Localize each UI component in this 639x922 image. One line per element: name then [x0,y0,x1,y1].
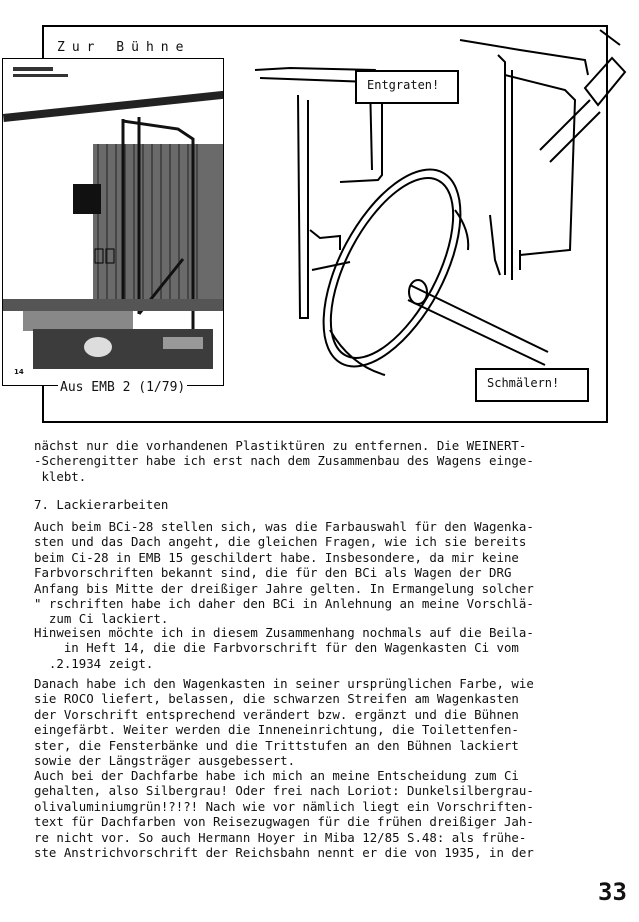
body-paragraph: Danach habe ich den Wagenkasten in seiner ursprünglichen Farbe, wie sie ROCO liefert, belassen, die schwarzen Streifen am Wagenkasten der Vorschrift entsprechend verändert bzw. ergänzt und die Bühnen eingefärbt. Weiter werden die Inneneinrichtung, die Toilettenfen- ster, die Fensterbänke und die Trittstufen an den Bühnen lackiert sowie der Längsträger ausgebessert. [34,676,534,769]
body-paragraph: nächst nur die vorhandenen Plastiktüren zu entfernen. Die WEINERT- -Scherengitter habe ich erst nach dem Zusammenbau des Wagens einge- klebt. [34,438,534,484]
embedded-photo [2,58,224,386]
page-number: 33 [598,878,627,906]
body-paragraph: Hinweisen möchte ich in diesem Zusammenhang nochmals auf die Beila- in Heft 14, die die Farbvorschrift für den Wagenkasten Ci vom .2.1934 zeigt. [34,625,534,671]
photo-page-number: 14 [14,368,24,376]
callout-deburr: Entgraten! [355,70,459,104]
figure-title: Zur Bühne [57,40,191,55]
wagon-platform-photo [3,59,224,386]
body-paragraph: Auch beim BCi-28 stellen sich, was die Farbauswahl für den Wagenka- sten und das Dach angeht, die gleichen Fragen, wie ich sie bereits beim Ci-28 in EMB 15 geschildert habe. Insbesondere, da mir keine Farbvorschriften bekannt sind, die für den BCi als Wagen der DRG Anfang bis Mitte der dreißiger Jahre gelten. In Ermangelung solcher " rschriften habe ich daher den BCi in Anlehnung an meine Vorschlä- zum Ci lackiert. [34,519,534,627]
figure-caption: Aus EMB 2 (1/79) [60,380,186,395]
section-heading: 7. Lackierarbeiten [34,497,169,512]
body-paragraph: Auch bei der Dachfarbe habe ich mich an meine Entscheidung zum Ci gehalten, also Silbergrau! Oder frei nach Loriot: Dunkelsilbergrau- olivaluminiumgrün!?!?! Nach wie vor nämlich liegt ein Vorschriften- text für Dachfarben von Reisezugwagen für die frühen dreißiger Jah- re nicht vor. So auch Hermann Hoyer in Miba 12/85 S.48: als frühe- ste Anstrichvorschrift der Reichsbahn nennt er die von 1935, in der [34,768,534,861]
callout-narrow: Schmälern! [475,368,589,402]
